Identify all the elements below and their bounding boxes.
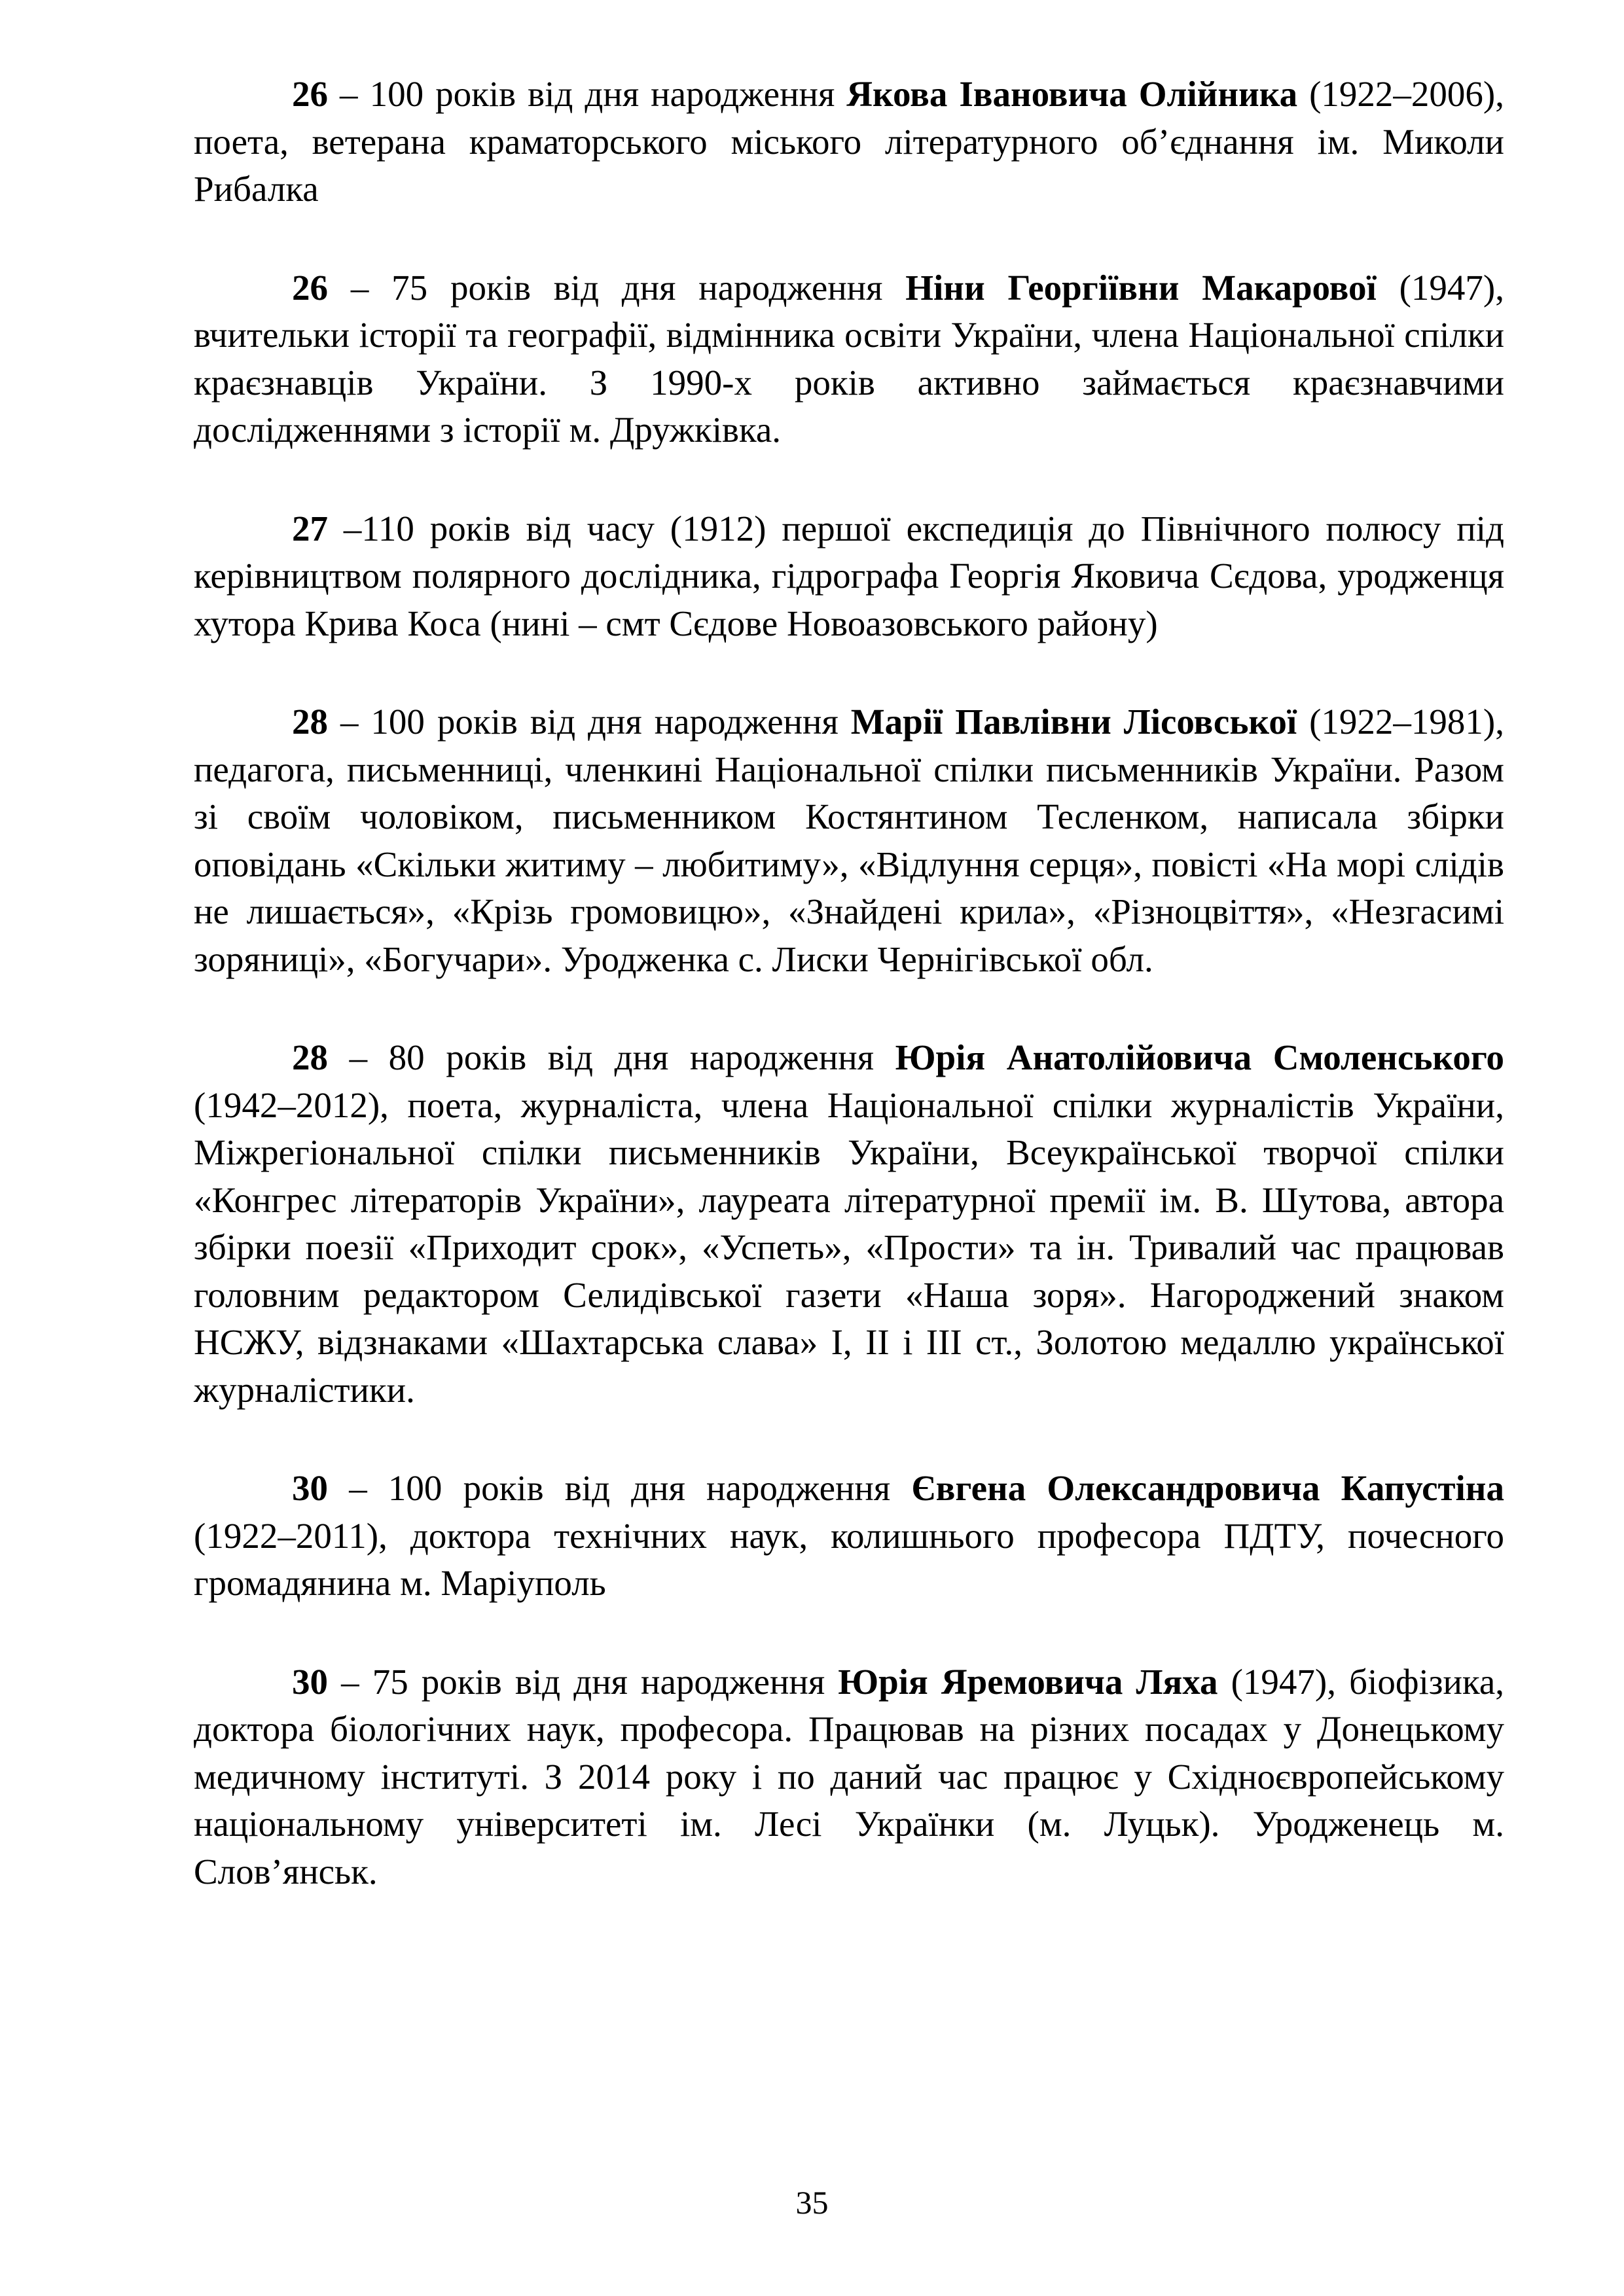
anniversary-entry bbox=[194, 1659, 1504, 1896]
entry-text-before-name: – 100 років від дня народження bbox=[328, 1468, 912, 1508]
entry-day: 26 bbox=[292, 267, 328, 308]
entry-day: 28 bbox=[292, 702, 328, 742]
anniversary-entry bbox=[194, 264, 1504, 454]
anniversary-entry bbox=[194, 1034, 1504, 1414]
entry-person-name: Юрія Анатолійовича Смоленського bbox=[895, 1037, 1505, 1077]
entry-text-before-name: –110 років від часу (1912) першої експедиція до Північного полюсу під керівництвом полярного дослідника, гідрографа Георгія Яковича Сєдова, уродженця хутора Крива Коса (нині – смт Сєдове Новоазовського району) bbox=[194, 508, 1504, 643]
entry-day: 28 bbox=[292, 1037, 328, 1077]
page-number: 35 bbox=[795, 2184, 829, 2221]
entry-text-after-name: (1922–2011), доктора технічних наук, колишнього професора ПДТУ, почесного громадянина м. Маріуполь bbox=[194, 1515, 1504, 1603]
entry-text-before-name: – 75 років від дня народження bbox=[328, 1661, 839, 1702]
entry-person-name: Якова Івановича Олійника bbox=[846, 74, 1298, 114]
entry-text-after-name: (1947), біофізика, доктора біологічних наук, професора. Працював на різних посадах у Донецькому медичному інституті. З 2014 року і по даний час працює у Східноєвропейському національному університеті ім. Лесі Українки (м. Луцьк). Уродженець м. Слов’янськ. bbox=[194, 1661, 1504, 1892]
entry-day: 30 bbox=[292, 1661, 328, 1702]
anniversary-entry bbox=[194, 1465, 1504, 1607]
entry-person-name: Марії Павлівни Лісовської bbox=[850, 702, 1297, 742]
entry-text-before-name: – 100 років від дня народження bbox=[328, 74, 847, 114]
entry-person-name: Євгена Олександровича Капустіна bbox=[911, 1468, 1504, 1508]
entry-text-after-name: (1922–2006), поета, ветерана краматорського міського літературного об’єднання ім. Миколи Рибалка bbox=[194, 74, 1504, 209]
page-content bbox=[194, 71, 1504, 1946]
entry-text-after-name: (1947), вчительки історії та географії, відмінника освіти України, члена Національної спілки краєзнавців України. З 1990-х років активно займається краєзнавчими дослідженнями з історії м. Дружківка. bbox=[194, 267, 1504, 450]
entry-text-after-name: (1922–1981), педагога, письменниці, членкині Національної спілки письменників України. Разом зі своїм чоловіком, письменником Костянтином Тесленком, написала збірки оповідань «Скільки житиму – любитиму», «Відлуння серця», повісті «На морі слідів не лишається», «Крізь громовицю», «Знайдені крила», «Різноцвіття», «Незгасимі зоряниці», «Богучари». Уродженка с. Лиски Чернігівської обл. bbox=[194, 702, 1504, 979]
entry-text-after-name: (1942–2012), поета, журналіста, члена Національної спілки журналістів України, Міжрегіональної спілки письменників України, Всеукраїнської творчої спілки «Конгрес літераторів України», лауреата літературної премії ім. В. Шутова, автора збірки поезії «Приходит срок», «Успеть», «Прости» та ін. Тривалий час працював головним редактором Селидівської газети «Наша зоря». Нагороджений знаком НСЖУ, відзнаками «Шахтарська слава» І, ІІ і ІІІ ст., Золотою медаллю української журналістики. bbox=[194, 1085, 1504, 1410]
entry-person-name: Юрія Яремовича Ляха bbox=[838, 1661, 1218, 1702]
entry-person-name: Ніни Георгіївни Макарової bbox=[905, 267, 1377, 308]
entry-text-before-name: – 80 років від дня народження bbox=[328, 1037, 895, 1077]
anniversary-entry bbox=[194, 505, 1504, 648]
entry-day: 30 bbox=[292, 1468, 328, 1508]
entry-text-before-name: – 75 років від дня народження bbox=[328, 267, 906, 308]
anniversary-entry bbox=[194, 698, 1504, 983]
entry-text-before-name: – 100 років від дня народження bbox=[328, 702, 851, 742]
entry-day: 26 bbox=[292, 74, 328, 114]
entry-day: 27 bbox=[292, 508, 328, 548]
anniversary-entry bbox=[194, 71, 1504, 213]
